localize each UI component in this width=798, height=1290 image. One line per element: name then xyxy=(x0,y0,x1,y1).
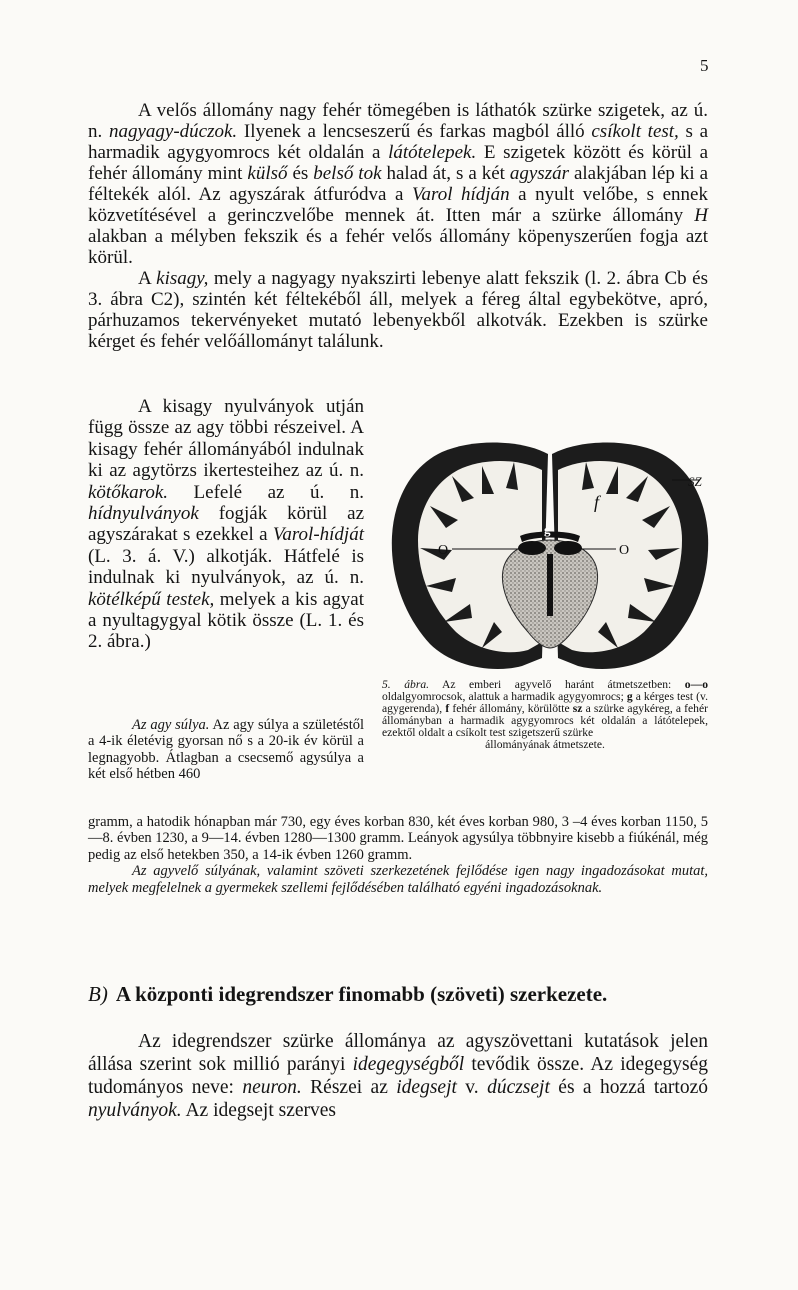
text-run: kötőkarok. xyxy=(88,481,169,503)
text-run: gramm, a hatodik hónapban már 730, egy éves korban 830, két éves korban 980, 3 –4 éves korban 1150, 5—8. évben 1230, a 9—14. évben 1280—1300 gramm. Leányok agysúlya többnyire kisebb a fiúkénál, még pedig az első hetekben 350, a 14-ik évben 1260 gramm. xyxy=(88,814,708,863)
figure-label-g: g xyxy=(544,522,551,537)
page-number: 5 xyxy=(700,56,709,75)
text-run: dúczsejt xyxy=(487,1077,550,1098)
text-run: 5. ábra. xyxy=(382,678,430,691)
figure-label-sz: SZ xyxy=(688,474,702,489)
figure-label-o-left: O xyxy=(438,543,449,558)
right-lateral-ventricle xyxy=(554,541,582,555)
third-ventricle xyxy=(547,554,553,616)
section-title: A központi idegrendszer finomabb (szöveti) szerkezete. xyxy=(115,982,608,1006)
text-run: Az idegsejt szerves xyxy=(181,1100,336,1121)
text-run: v. xyxy=(456,1077,488,1098)
text-run: hídnyulványok xyxy=(88,503,199,525)
text-run: alakjában lép ki a féltekék alól. Az agyszárak átfuródva a xyxy=(88,163,709,205)
text-run: s a harmadik agygyomrocs két oldalán a xyxy=(88,121,709,163)
paragraph-fejlodes-note xyxy=(88,863,708,896)
paragraph-kisagy xyxy=(88,268,708,352)
text-run: Varol hídján xyxy=(412,184,510,205)
text-run: neuron. xyxy=(242,1077,302,1098)
text-run: nagyagy-dúczok. xyxy=(108,121,238,142)
paragraph-idegrendszer xyxy=(88,1030,708,1122)
brain-cross-section-figure xyxy=(382,436,718,676)
text-run: fehér állomány, körülötte xyxy=(449,702,573,716)
text-run: E szigetek között és körül a fehér állomány mint xyxy=(88,142,708,184)
text-run: kisagy, xyxy=(156,268,209,289)
intro-text xyxy=(88,100,708,352)
figure-caption-last-line: állományának átmetszete. xyxy=(485,738,605,752)
section-mark: B) xyxy=(88,982,108,1006)
text-run: Az agyvelő súlyának, valamint szöveti szerkezetének fejlődése igen nagy ingadozásokat mutat, melyek megfelelnek a gyermekek szellemi fejlődésében található egyéni ingadozásoknak. xyxy=(88,863,708,896)
text-run: és xyxy=(287,163,314,184)
section-heading xyxy=(88,982,708,1006)
text-run: idegsejt xyxy=(396,1077,457,1098)
text-run: Ilyenek a lencseszerű és farkas magból álló xyxy=(237,121,592,142)
text-run: a kérges test (v. agygerenda), xyxy=(382,690,708,716)
text-run: Az agy súlya. xyxy=(132,717,210,733)
text-run: Az agy súlya a születéstől a 4-ik életévig gyorsan nő s a 20-ik év körül a legnagyobb. Átlagban a csecsemő agysúlya a két első hétben 460 xyxy=(88,717,365,782)
text-run: mely a nagyagy nyakszirti lebenye alatt fekszik (l. 2. ábra Cb és 3. ábra C2), szintén két féltekéből áll, melyek a féreg által egybekötve, apró, párhuzamos tekervényeket mutató lebenyekből alkotvák. Ezekben is szürke kérget és fehér velőállományt találunk. xyxy=(88,268,708,352)
text-run: a nyult velőbe, s ennek közvetítésével a gerinczvelőbe mennek át. Itten már a szürke állomány xyxy=(88,184,708,226)
text-run: o—o xyxy=(684,678,708,691)
figure-label-f: f xyxy=(594,492,600,512)
text-run: halad át, s a két xyxy=(381,163,510,184)
text-run: g xyxy=(626,690,633,704)
text-run: agyszár xyxy=(509,163,569,184)
text-run: sz xyxy=(572,702,583,716)
text-run: f xyxy=(445,702,450,716)
text-run: A kisagy nyulványok utján függ össze az agy többi részeivel. A kisagy fehér állományából indulnak ki az agytörzs ikertesteihez az ú. n. xyxy=(88,396,364,482)
text-run: kötélképű testek, xyxy=(88,588,215,610)
paragraph-kisagy-nyulvanyok xyxy=(88,396,364,653)
figure-label-o-right: O xyxy=(619,543,630,558)
text-run: Részei az xyxy=(301,1077,397,1098)
text-run: belső tok xyxy=(313,163,382,184)
text-run: fogják körül az agyszárakat s ezekkel a xyxy=(88,503,364,546)
text-run: alakban a mélyben fekszik és a fehér velős állomány köpenyszerűen fogja azt körül. xyxy=(88,226,708,268)
paragraph-velos-allomany xyxy=(88,100,708,268)
text-run: csíkolt test, xyxy=(591,121,679,142)
text-run: tevődik össze. Az idegegység tudományos neve: xyxy=(88,1054,708,1098)
text-run: a szürke agykéreg, a fehér állományban a harmadik agygyomrocs két oldalán a látótelepek, ezektől oldalt a csíkolt test szigetszerű szürke xyxy=(382,702,708,740)
text-run: Varol-hídját xyxy=(272,524,364,546)
weight-full-text xyxy=(88,814,708,896)
left-lateral-ventricle xyxy=(518,541,546,555)
brain-cross-section-illustration xyxy=(382,436,718,676)
text-run: nyulványok. xyxy=(88,1100,182,1121)
text-run: Az idegrendszer szürke állománya az agyszövettani kutatások jelen állása szerint sok millió parányi xyxy=(88,1031,708,1075)
text-run: A velős állomány nagy fehér tömegében is láthatók szürke szigetek, az ú. n. xyxy=(88,100,708,142)
figure-caption xyxy=(382,679,708,752)
section-b-text xyxy=(88,1030,708,1122)
text-run: H xyxy=(694,205,708,226)
figure-caption-text xyxy=(382,679,708,739)
text-run: Lefelé az ú. n. xyxy=(168,481,364,503)
text-run: oldalgyomrocsok, alattuk a harmadik agygyomrocs; xyxy=(382,690,627,704)
text-run: melyek a kis agyat a nyultagygyal kötik össze (L. 1. és 2. ábra.) xyxy=(88,588,364,653)
text-run: A xyxy=(138,268,157,289)
weight-column-text xyxy=(88,717,364,782)
text-run: (L. 3. á. V.) alkotják. Hátfelé is indulnak ki nyulványok, az ú. n. xyxy=(88,545,364,589)
paragraph-agy-sulya-cont xyxy=(88,814,708,863)
text-run: látótelepek. xyxy=(388,142,477,163)
text-run: külső xyxy=(247,163,288,184)
text-run: idegegységből xyxy=(352,1054,465,1075)
left-column-text xyxy=(88,396,364,653)
paragraph-agy-sulya xyxy=(88,717,364,782)
text-run: és a hozzá tartozó xyxy=(549,1077,708,1098)
text-run: Az emberi agyvelő haránt átmetszetben: xyxy=(429,678,685,691)
